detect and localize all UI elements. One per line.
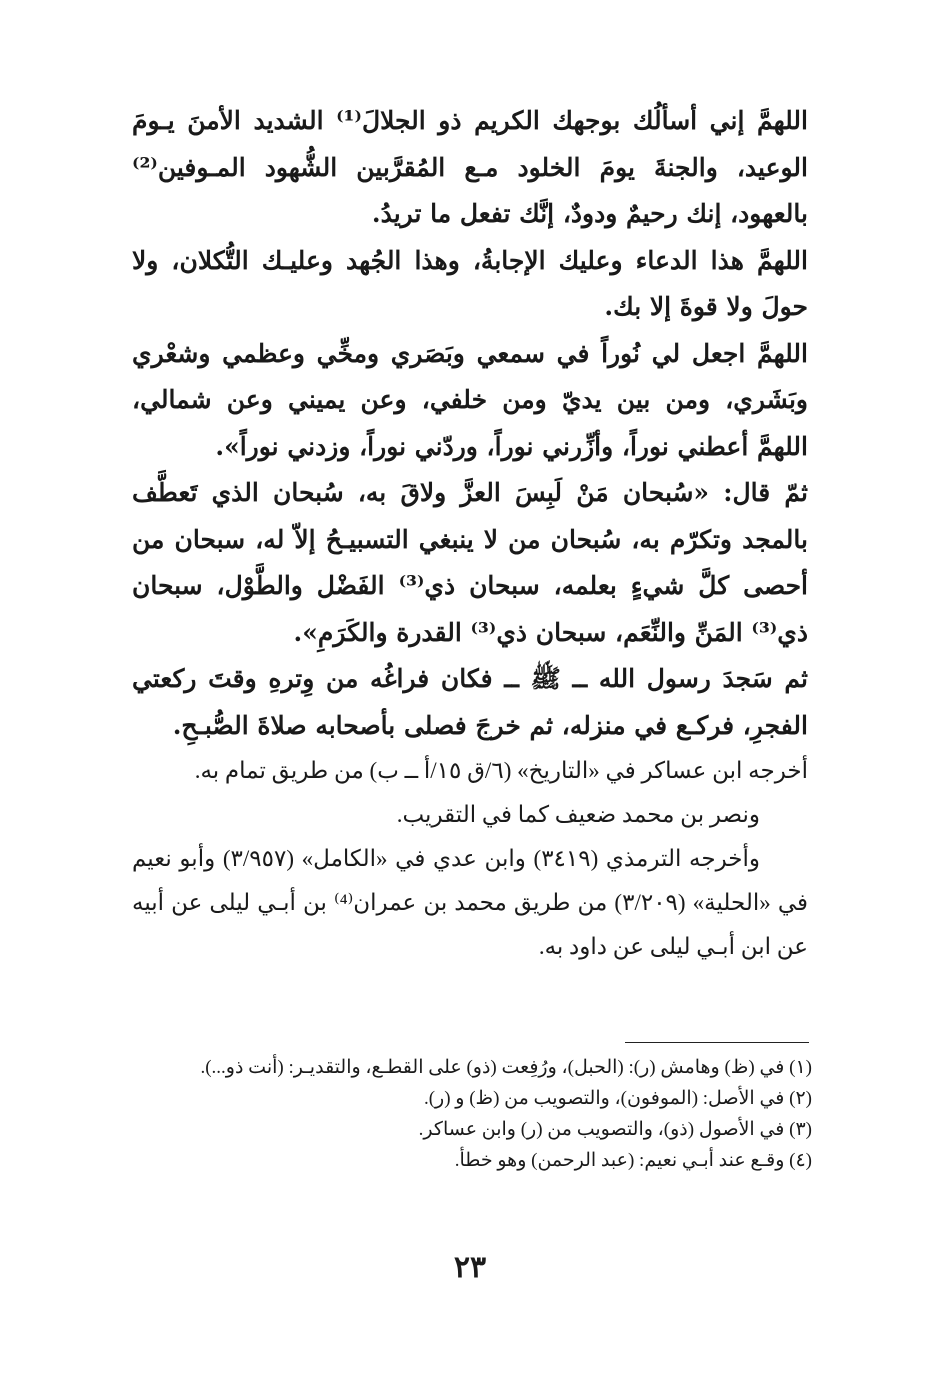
dua-paragraph-2: اللهمَّ هذا الدعاء وعليك الإجابةُ، وهذا الجُهد وعليـك التُّكلان، ولا حولَ ولا قوةَ إلا بك.	[132, 245, 808, 321]
dua-paragraph-1: اللهمَّ إني أسألُك بوجهك الكريم ذو الجلالَ⁽¹⁾ الشديد الأمنَ يـومَ الوعيد، والجنةَ يومَ الخلود مـع المُقرَّبين الشُّهود المـوفين⁽²⁾ بالعهود، إنك رحيمٌ ودودٌ، إنَّك تفعل ما تريدُ.	[132, 106, 808, 228]
footnote-3: (٣) في الأصول (ذو)، والتصويب من (ر) وابن عساكر.	[418, 1119, 812, 1140]
sujud-paragraph: ثم سَجدَ رسول الله ــ ﷺ ــ فكان فراغُه من وِترهِ وقتَ ركعتي الفجرِ، فركـع في منزله، ثم خرجَ فصلى بأصحابه صلاةَ الصُّبـحِ.	[132, 664, 808, 740]
footnote-4: (٤) وقـع عند أبـي نعيم: (عبد الرحمن) وهو خطأ.	[454, 1150, 812, 1171]
tasbih-paragraph: ثمّ قال: «سُبحان مَنْ لَبِسَ العزَّ ولاقَ به، سُبحان الذي تَعطَّف بالمجد وتكرّم به، سُبحان من لا ينبغي التسبيـحُ إلاّ له، سبحان من أحصى كلَّ شيءٍ بعلمه، سبحان ذي⁽³⁾ الفَضْل والطَّوْل، سبحان ذي⁽³⁾ المَنِّ والنِّعَم، سبحان ذي⁽³⁾ القدرة والكَرَمِ».	[132, 478, 808, 647]
footnote-1: (١) في (ظ) وهامش (ر): (الحبل)، ورُفِعت (ذو) على القطـع، والتقديـر: (أنت ذو...).	[200, 1057, 812, 1078]
takhrij-paragraph-2: ونصر بن محمد ضعيف كما في التقريب.	[396, 802, 760, 827]
dua-paragraph-3: اللهمَّ اجعل لي نُوراً في سمعي وبَصَري ومخِّي وعظمي وشعْري وبَشَري، ومن بين يديّ ومن خلفي، وعن يميني وعن شمالي، اللهمَّ أعطني نوراً، وأزِّرني نوراً، وردّني نوراً، وزدني نوراً».	[132, 338, 808, 461]
footnotes	[132, 1052, 812, 1176]
main-text	[132, 98, 808, 969]
takhrij-paragraph-1: أخرجه ابن عساكر في «التاريخ» (٦/ق ١٥/أ ــ ب) من طريق تمام به.	[194, 758, 808, 783]
page-number: ٢٣	[453, 1250, 487, 1285]
footnote-2: (٢) في الأصل: (الموفون)، والتصويب من (ظ) و (ر).	[423, 1088, 812, 1109]
takhrij-paragraph-3: وأخرجه الترمذي (٣٤١٩) وابن عدي في «الكامل» (٣/٩٥٧) وأبو نعيم في «الحلية» (٣/٢٠٩) من طريق محمد بن عمران⁽⁴⁾ بن أبـي ليلى عن أبيه عن ابن أبـي ليلى عن داود به.	[132, 846, 808, 959]
footnote-separator	[625, 1042, 809, 1043]
